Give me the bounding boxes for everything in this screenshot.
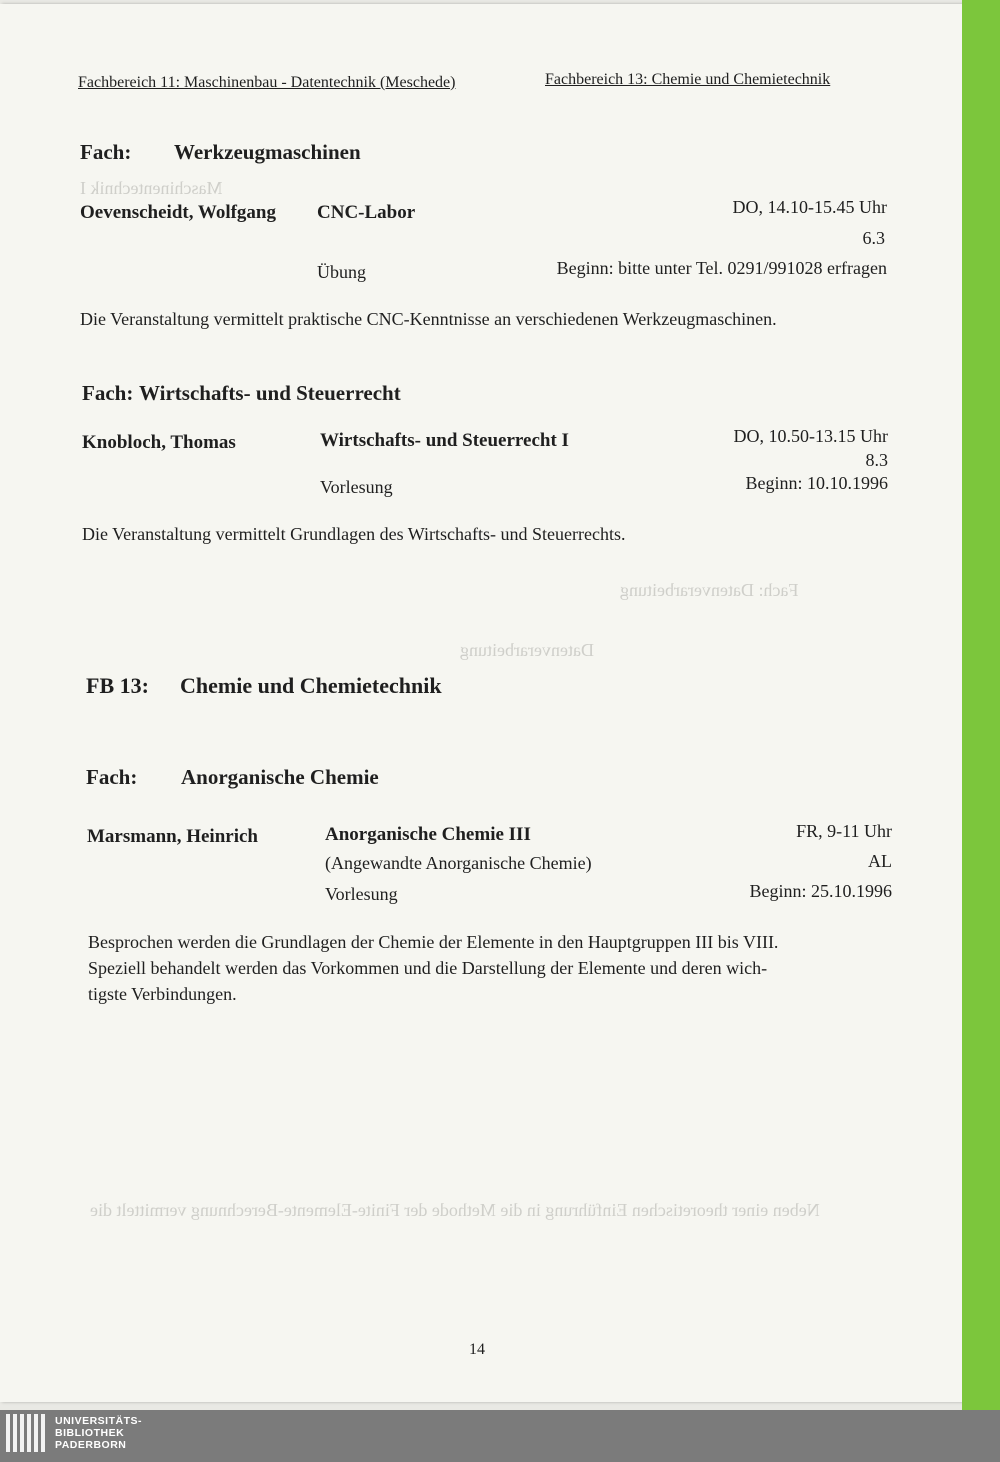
running-header-right: Fachbereich 13: Chemie und Chemietechnik	[545, 71, 831, 88]
lecturer-name: Knobloch, Thomas	[82, 432, 236, 453]
library-logo-line: PADERBORN	[55, 1439, 127, 1451]
course-time: FR, 9-11 Uhr	[796, 821, 892, 841]
bleed-through: Maschinentechnik I	[80, 178, 223, 198]
footer-bar	[0, 1410, 1000, 1462]
course-description-line: Besprochen werden die Grundlagen der Chemie der Elemente in den Hauptgruppen III bis VIII.	[88, 932, 779, 952]
course-title: CNC-Labor	[317, 202, 416, 223]
course-description: Die Veranstaltung vermittelt Grundlagen des Wirtschafts- und Steuerrechts.	[82, 524, 626, 544]
course-subtitle: (Angewandte Anorganische Chemie)	[325, 853, 592, 873]
course-description: Die Veranstaltung vermittelt praktische CNC-Kenntnisse an verschiedenen Werkzeugmaschinen.	[80, 309, 777, 329]
bleed-through: Neben einer theoretischen Einführung in die Methode der Finite-Elemente-Berechnung vermittelt die	[90, 1200, 820, 1220]
course-start: Beginn: 10.10.1996	[745, 473, 888, 493]
lecturer-name: Marsmann, Heinrich	[87, 826, 258, 847]
course-type: Vorlesung	[325, 884, 398, 904]
fach-label: Fach:	[86, 765, 138, 789]
course-title: Wirtschafts- und Steuerrecht I	[320, 430, 569, 451]
fb-name: Chemie und Chemietechnik	[180, 673, 442, 698]
course-time: DO, 10.50-13.15 Uhr	[733, 426, 888, 446]
course-type: Übung	[317, 262, 366, 282]
course-room: 6.3	[862, 228, 885, 248]
course-description-line: tigste Verbindungen.	[88, 984, 237, 1004]
fach-name: Werkzeugmaschinen	[174, 140, 361, 164]
green-page-edge	[962, 0, 1000, 1410]
bleed-through: Datenverarbeitung	[460, 640, 594, 660]
fach-label: Fach:	[80, 140, 132, 164]
course-title: Anorganische Chemie III	[325, 824, 531, 845]
bleed-through: Fach: Datenverarbeitung	[620, 580, 799, 600]
library-logo-text	[55, 1415, 142, 1451]
course-start: Beginn: 25.10.1996	[749, 881, 892, 901]
fach-name: Wirtschafts- und Steuerrecht	[139, 381, 401, 405]
course-room: AL	[868, 851, 892, 871]
course-description-line: Speziell behandelt werden das Vorkommen und die Darstellung der Elemente und deren wich-	[88, 958, 768, 978]
running-header-left: Fachbereich 11: Maschinenbau - Datentechnik (Meschede)	[78, 74, 456, 91]
library-logo	[6, 1414, 142, 1452]
course-room: 8.3	[865, 450, 888, 470]
page-number: 14	[469, 1341, 485, 1358]
fach-name: Anorganische Chemie	[181, 765, 379, 789]
library-logo-line: BIBLIOTHEK	[55, 1427, 125, 1439]
course-type: Vorlesung	[320, 477, 393, 497]
library-logo-line: UNIVERSITÄTS-	[55, 1415, 143, 1427]
fach-label: Fach:	[82, 381, 134, 405]
fb-label: FB 13:	[86, 673, 149, 698]
course-start: Beginn: bitte unter Tel. 0291/991028 erfragen	[556, 258, 887, 278]
course-time: DO, 14.10-15.45 Uhr	[732, 197, 887, 217]
lecturer-name: Oevenscheidt, Wolfgang	[80, 202, 276, 223]
library-logo-icon	[6, 1414, 45, 1452]
